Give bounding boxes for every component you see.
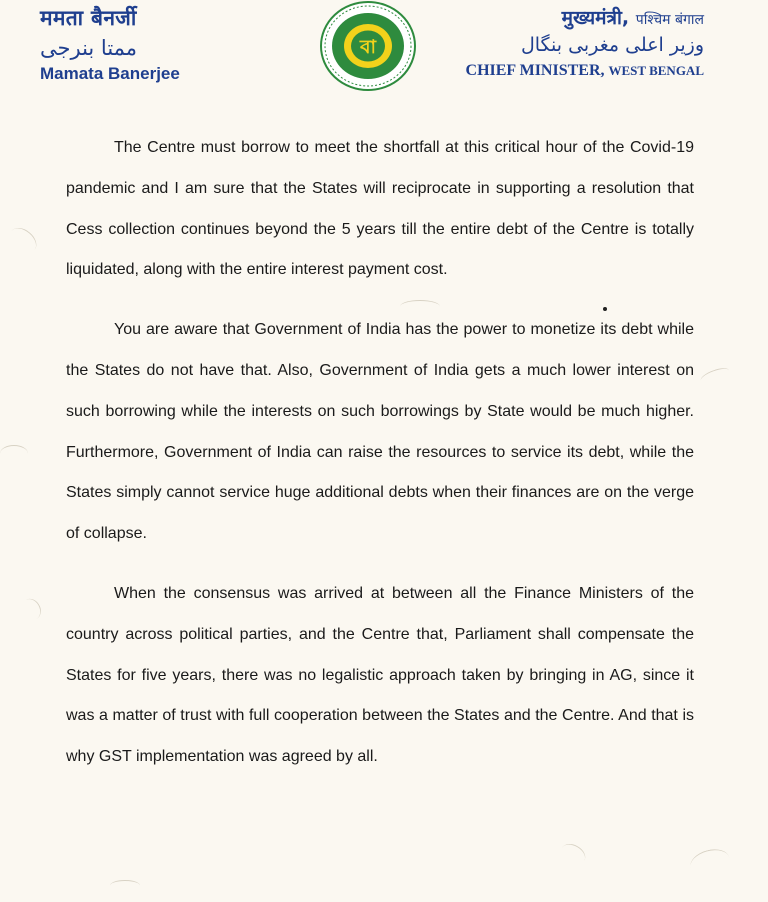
paper-fiber: [17, 595, 44, 624]
letter-body: [66, 128, 694, 797]
title-hindi: मुख्यमंत्री, पश्चिम बंगाल: [561, 7, 704, 29]
paper-fiber: [557, 840, 589, 869]
paragraph-1: [66, 128, 694, 291]
paragraph-text: When the consensus was arrived at between all the Finance Ministers of the country across political parties, and the Centre that, Parliament shall compensate the States for five years, there was no legalistic approach taken by bringing in AG, since it was a matter of trust with full cooperation between the States and the Centre. And that is why GST implementation was agreed by all.: [66, 584, 694, 766]
west-bengal-seal-icon: [319, 0, 417, 92]
title-urdu: وزیر اعلی مغربی بنگال: [520, 34, 704, 56]
name-english: Mamata Banerjee: [40, 64, 180, 83]
paragraph-text: You are aware that Government of India has the power to monetize its debt while the States do not have that. Also, Government of India gets a much lower interest on such borrowing while the interests on such borrowings by State would be much higher. Furthermore, Government of India can raise the resources to service its debt, while the States simply cannot service huge additional debts when their finances are on the verge of collapse.: [66, 321, 694, 543]
paragraph-2: [66, 310, 694, 555]
paper-fiber: [0, 445, 28, 462]
name-hindi: ममता बैनर्जी: [40, 6, 137, 30]
paragraph-3: [66, 574, 694, 778]
paper-fiber: [5, 223, 41, 258]
title-english-main: CHIEF MINISTER: [465, 62, 601, 79]
letterhead-right: [404, 4, 704, 80]
paragraph-text: The Centre must borrow to meet the shortfall at this critical hour of the Covid-19 pandemic and I am sure that the States will reciprocate in supporting a resolution that Cess collection continues beyond the 5 years till the entire debt of the Centre is totally liquidated, along with the entire interest payment cost.: [66, 139, 694, 279]
title-hindi-sub: पश्चिम बंगाल: [635, 12, 704, 28]
paper-fiber: [110, 880, 140, 891]
letterhead-left: [40, 4, 280, 84]
title-english: CHIEF MINISTER, WEST BENGAL: [465, 62, 704, 79]
name-urdu: ممتا بنرجی: [40, 36, 138, 60]
paper-fiber: [687, 845, 732, 880]
seal-letter: বা: [359, 36, 377, 58]
title-hindi-main: मुख्यमंत्री: [561, 7, 622, 29]
paper-fiber: [699, 365, 731, 386]
title-english-sub: WEST BENGAL: [608, 63, 704, 78]
